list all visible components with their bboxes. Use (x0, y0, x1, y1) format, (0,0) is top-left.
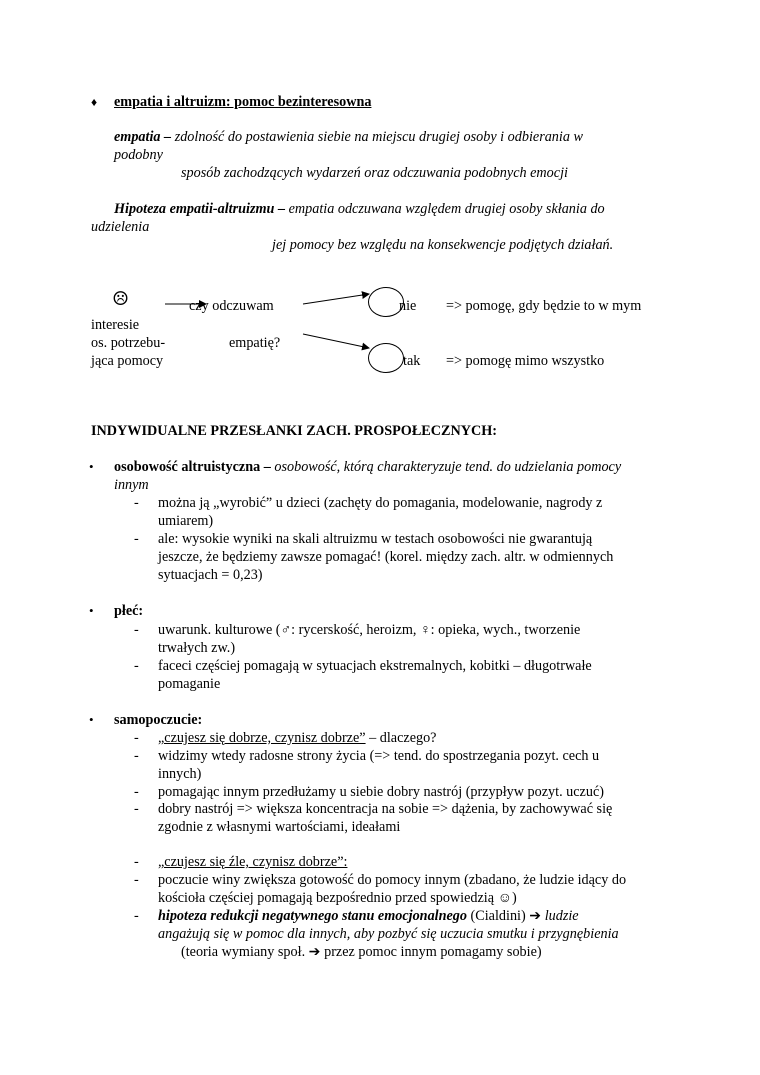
diagram-tak: tak (403, 353, 421, 369)
dash-marker: - (134, 495, 139, 511)
hipoteza-redukcji-term: hipoteza redukcji negatywnego stanu emocjonalnego (158, 908, 467, 924)
diagram-os-potrzebujaca-line1: os. potrzebu- (91, 335, 166, 351)
osobowosc-definition: osobowość, którą charakteryzuje tend. do udzielania pomocy (270, 459, 622, 475)
diagram-interesie: interesie (91, 317, 140, 333)
bullet-icon: • (89, 603, 94, 618)
samopoczucie-b2-line2: angażują się w pomoc dla innych, aby pozbyć się uczucia smutku i przygnębienia (158, 926, 619, 942)
samopoczucie-a-head (158, 729, 436, 747)
cialdini-citation: (Cialdini) (467, 908, 530, 924)
hipoteza-definition: empatia odczuwana względem drugiej osoby skłania do (285, 201, 605, 217)
diagram-tak-result: => pomogę mimo wszystko (446, 353, 605, 369)
diagram-nie-result: => pomogę, gdy będzie to w mym (446, 298, 642, 314)
samopoczucie-b2-tail: ludzie (541, 908, 579, 924)
circle-tak (368, 343, 404, 373)
dash-marker: - (134, 908, 139, 924)
osobowosc-item1-line2: umiarem) (158, 513, 214, 529)
bullet-icon: • (89, 459, 94, 474)
samopoczucie-a3-line2: zgodnie z własnymi wartościami, ideałami (158, 819, 401, 835)
section-heading-empatia: empatia i altruizm: pomoc bezinteresowna (114, 94, 372, 110)
samopoczucie-a2-line1: pomagając innym przedłużamy u siebie dobry nastrój (przypływ pozyt. uczuć) (158, 784, 604, 800)
hipoteza-line2: udzielenia (91, 219, 150, 235)
diagram-os-potrzebujaca-line2: jąca pomocy (91, 353, 164, 369)
plec-term: płeć: (114, 603, 144, 619)
arrow-to-nie (303, 294, 369, 304)
empatia-definition-line2: podobny (114, 147, 163, 163)
arrow-right-icon: ➔ (529, 908, 542, 924)
sad-face-icon: ☹ (112, 289, 130, 310)
diagram-nie: nie (399, 298, 417, 314)
samopoczucie-term: samopoczucie: (114, 712, 203, 728)
plec-item1-line2: trwałych zw.) (158, 640, 236, 656)
osobowosc-line1 (114, 458, 621, 476)
empatia-term: empatia – (114, 129, 172, 145)
bullet-icon: • (89, 712, 94, 727)
teoria-wymiany-text: (teoria wymiany społ. (181, 944, 309, 960)
dash-marker: - (134, 872, 139, 888)
dash-marker: - (134, 622, 139, 638)
samopoczucie-a3-line1: dobry nastrój => większa koncentracja na sobie => dążenia, by zachowywać się (158, 801, 613, 817)
dash-marker: - (134, 730, 139, 746)
dash-marker: - (134, 658, 139, 674)
hipoteza-term: Hipoteza empatii-altruizmu – (114, 201, 286, 217)
dash-marker: - (134, 784, 139, 800)
dash-marker: - (134, 531, 139, 547)
diagram-empatie: empatię? (229, 335, 281, 351)
osobowosc-term: osobowość altruistyczna – (114, 459, 271, 475)
samopoczucie-b1-line1: poczucie winy zwiększa gotowość do pomocy innym (zbadano, że ludzie idący do (158, 872, 627, 888)
empatia-definition: zdolność do postawienia siebie na miejscu drugiej osoby i odbierania w (171, 129, 583, 145)
plec-item2-line2: pomaganie (158, 676, 221, 692)
arrow-right-icon: ➔ (308, 944, 321, 960)
samopoczucie-b2-line3 (181, 943, 542, 961)
samopoczucie-a-tail: – dlaczego? (365, 730, 437, 746)
hipoteza-line3: jej pomocy bez względu na konsekwencje podjętych działań. (272, 237, 614, 253)
diagram-czy-odczuwam: czy odczuwam (189, 298, 274, 314)
osobowosc-item1-line1: można ją „wyrobić” u dzieci (zachęty do pomagania, modelowanie, nagrody z (158, 495, 603, 511)
plec-item2-line1: faceci częściej pomagają w sytuacjach ekstremalnych, kobitki – długotrwałe (158, 658, 592, 674)
empatia-definition-line3: sposób zachodzących wydarzeń oraz odczuwania podobnych emocji (181, 165, 568, 181)
osobowosc-item2-line2: jeszcze, że będziemy zawsze pomagać! (korel. między zach. altr. w odmiennych (158, 549, 614, 565)
dash-marker: - (134, 801, 139, 817)
osobowosc-item2-line3: sytuacjach = 0,23) (158, 567, 263, 583)
samopoczucie-a1-line2: innych) (158, 766, 202, 782)
arrow-to-tak (303, 334, 369, 348)
circle-nie (368, 287, 404, 317)
plec-item1-line1: uwarunk. kulturowe (♂: rycerskość, heroizm, ♀: opieka, wych., tworzenie (158, 622, 581, 638)
samopoczucie-a-title: „czujesz się dobrze, czynisz dobrze” (158, 730, 366, 746)
section-heading-przeslanki: INDYWIDUALNE PRZESŁANKI ZACH. PROSPOŁECZNYCH: (91, 423, 497, 439)
samopoczucie-a1-line1: widzimy wtedy radosne strony życia (=> tend. do spostrzegania pozyt. cech u (158, 748, 600, 764)
samopoczucie-b2-line1 (158, 907, 579, 925)
samopoczucie-b-head: „czujesz się źle, czynisz dobrze”: (158, 854, 348, 870)
dash-marker: - (134, 854, 139, 870)
osobowosc-line2: innym (114, 477, 149, 493)
samopoczucie-b1-line2: kościoła częściej pomagają bezpośrednio przed spowiedzią ☺) (158, 890, 517, 906)
osobowosc-item2-line1: ale: wysokie wyniki na skali altruizmu w testach osobowości nie gwarantują (158, 531, 593, 547)
dash-marker: - (134, 748, 139, 764)
teoria-wymiany-tail: przez pomoc innym pomagamy sobie) (320, 944, 542, 960)
diamond-bullet-icon: ♦ (91, 95, 98, 109)
